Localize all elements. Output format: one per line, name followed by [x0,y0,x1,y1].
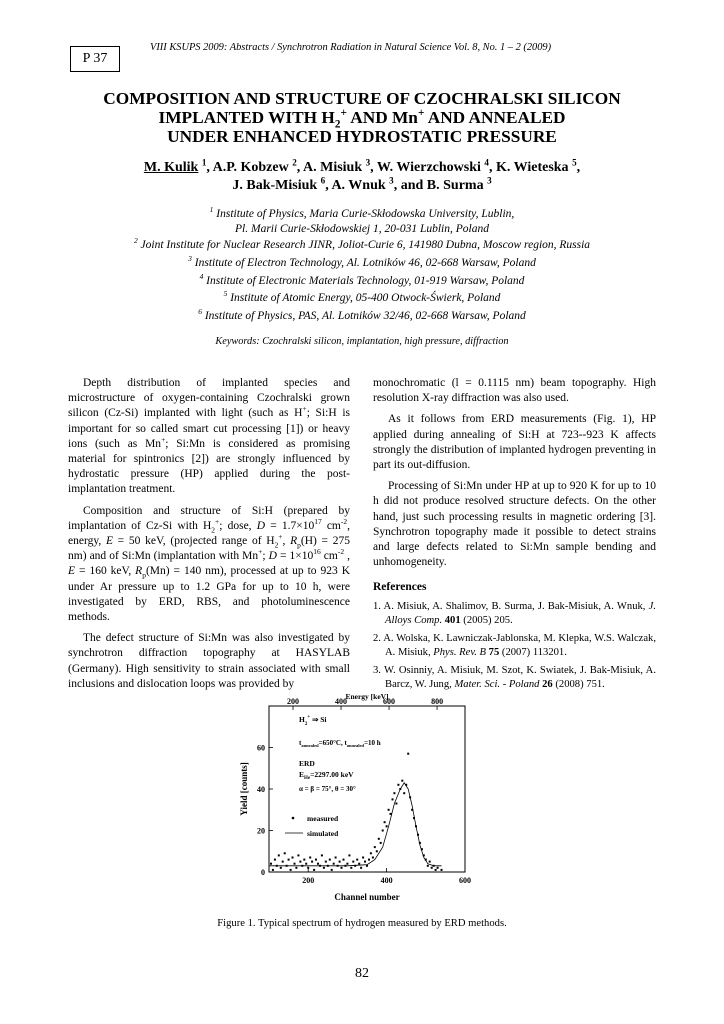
authors-line-2: J. Bak-Misiuk $^6$, A. Wnuk $^3$, and B. Surma $^3$ [232,175,492,193]
measured-point [407,753,409,755]
top-tick-label: 200 [287,697,300,706]
measured-point [311,861,313,863]
measured-point [401,780,403,782]
references-heading: References [373,581,427,594]
poster-label: P 37 [70,46,120,72]
measured-point [411,809,413,811]
measured-point [390,813,392,815]
affiliation-1a: $^1$ Institute of Physics, Maria Curie-Skłodowska University, Lublin, [209,205,515,220]
affiliation-3: $^3$ Institute of Electron Technology, Al. Lotników 46, 02-668 Warsaw, Poland [188,254,536,269]
page-number: 82 [355,966,369,981]
measured-point [327,865,329,867]
measured-point [431,867,433,869]
measured-point [280,867,282,869]
authors-line-1: M. Kulik $^1$, A.P. Kobzew $^2$, A. Misiuk $^3$, W. Wierzchowski $^4$, K. Wieteska $^5$, [143,157,581,175]
measured-point [386,825,388,827]
measured-point [435,869,437,871]
title-line-3: UNDER ENHANCED HYDROSTATIC PRESSURE [167,127,557,146]
measured-point [352,861,354,863]
measured-point [405,784,407,786]
measured-point [425,859,427,861]
x-axis-label: Channel number [334,892,400,902]
measured-point [395,803,397,805]
left-column [68,376,350,698]
measured-point [393,792,395,794]
x-tick-label: 200 [302,876,315,885]
top-tick-label: 600 [383,697,396,706]
measured-point [370,852,372,854]
annotation-angles: α = β = 75°, θ = 30° [299,785,356,793]
figure-caption: Figure 1. Typical spectrum of hydrogen measured by ERD methods. [217,918,507,929]
measured-point [380,842,382,844]
measured-point [315,859,317,861]
measured-point [288,859,290,861]
x-tick-label: 600 [459,876,471,885]
simulated-line [269,783,442,866]
measured-point [284,852,286,854]
affiliation-2: $^2$ Joint Institute for Nuclear Research JINR, Joliot-Curie 6, 141980 Dubna, Moscow region, Russia [133,236,591,251]
measured-point [343,859,345,861]
measured-point [276,865,278,867]
measured-point [415,825,417,827]
affiliation-6: $^6$ Institute of Physics, PAS, Al. Lotników 32/46, 02-668 Warsaw, Poland [198,307,526,322]
top-tick-label: 800 [431,697,444,706]
y-tick-label: 60 [257,743,265,753]
measured-point [429,861,431,863]
title-line-1: COMPOSITION AND STRUCTURE OF CZOCHRALSKI SILICON [103,89,621,108]
annotation-erd: ERD [299,759,315,768]
measured-point [374,846,376,848]
reference-3: 3. W. Osinniy, A. Misiuk, M. Szot, K. Swiatek, J. Bak-Misiuk, A. Barcz, W. Jung, Mater. Sci. - Poland 26 (2008) 751. [373,664,656,690]
running-header: VIII KSUPS 2009: Abstracts / Synchrotron Radiation in Natural Science Vol. 8, No. 1 – 2 (2009) [150,42,552,53]
measured-point [360,867,362,869]
measured-point [350,867,352,869]
measured-point [325,861,327,863]
legend-measured-label: measured [307,814,339,823]
measured-point [292,857,294,859]
y-tick-label: 40 [257,785,265,794]
measured-point [313,869,315,871]
reference-1: 1. A. Misiuk, A. Shalimov, B. Surma, J. Bak-Misiuk, A. Wnuk, J. Alloys Comp. 401 (2005) 205. [373,600,656,626]
measured-point [309,857,311,859]
measured-point [319,865,321,867]
measured-point [294,863,296,865]
top-axis-label: Energy [keV] [345,692,389,701]
reference-2: 2. A. Wolska, K. Lawniczak-Jablonska, M. Klepka, W.S. Walczak, A. Misiuk, Phys. Rev. B 75 (2007) 113201. [373,632,656,658]
x-tick-label: 400 [380,876,393,885]
measured-point [344,865,346,867]
measured-point [364,861,366,863]
measured-point [297,854,299,856]
measured-point [317,863,319,865]
measured-point [270,863,272,865]
measured-point [427,865,429,867]
measured-point [368,859,370,861]
legend-measured-marker [292,817,295,820]
annotation-anneal: $t_{annealed}=650^\circ C$, $t_{annealed}=10$ h [299,739,381,748]
measured-point [441,869,443,871]
measured-point [341,867,343,869]
measured-point [301,865,303,867]
paragraph-5: As it follows from ERD measurements (Fig. 1), HP applied during annealing of Si:H at 723--923 K affects strongly the distribution of implanted hydrogen preventing in part its out-diffusion. [373,413,656,472]
measured-point [274,859,276,861]
legend-simulated-label: simulated [307,829,339,838]
figure-1 [233,688,493,908]
affiliation-5: $^5$ Institute of Atomic Energy, 05-400 Otwock-Świerk, Poland [223,289,501,304]
measured-point [423,854,425,856]
measured-point [399,788,401,790]
paragraph-3: The defect structure of Si:Mn was also investigated by synchrotron diffraction topography at HASYLAB (Germany). High sensitivity to strain associated with small inclusions and dislocation loops was provided by [68,632,350,690]
measured-point [282,861,284,863]
paragraph-1: Depth distribution of implanted species and microstructure of oxygen-containing Czochralski grown silicon (Cz-Si) implanted with light (such as H+; Si:H is important for so called smart cut processing [1]) or heavy ions (such as Mn+; Si:Mn is considered as promising material for spintronics [2]) are strongly influenced by hydrostatic pressure (HP) applied during the post-implantation treatment. [68,377,350,496]
measured-point [337,865,339,867]
y-axis-label: Yield [counts] [239,762,249,816]
measured-point [362,857,364,859]
measured-point [329,859,331,861]
erd-spectrum-chart [233,688,493,908]
measured-point [305,863,307,865]
measured-point [333,863,335,865]
measured-point [384,821,386,823]
measured-point [397,784,399,786]
affiliation-1b: Pl. Marii Curie-Skłodowskiej 1, 20-031 Lublin, Poland [235,223,489,235]
top-tick-label: 400 [335,697,348,706]
y-tick-label: 20 [257,826,265,836]
measured-point [366,865,368,867]
keywords: Keywords: Czochralski silicon, implantation, high pressure, diffraction [215,336,509,347]
measured-point [286,865,288,867]
measured-point [348,854,350,856]
right-column [373,376,656,696]
measured-point [433,865,435,867]
measured-point [354,865,356,867]
measured-point [372,857,374,859]
title-line-2: IMPLANTED WITH $H_2^+$ AND Mn+ AND ANNEALED [158,107,566,131]
measured-point [392,798,394,800]
measured-point [272,869,274,871]
measured-point [403,792,405,794]
annotation-beam: $H_2^+$ ⇒ Si [299,715,327,727]
measured-point [278,854,280,856]
measured-point [331,869,333,871]
measured-point [339,861,341,863]
annotation-energy: $E_{He}=2297.00$ keV [299,770,354,781]
measured-point [303,859,305,861]
measured-point [323,867,325,869]
measured-point [421,848,423,850]
measured-point [437,867,439,869]
measured-point [321,854,323,856]
measured-series [270,753,443,871]
paragraph-6: Processing of Si:Mn under HP at up to 920 K for up to 10 h did not produce resolved structure defects. On the other hand, just such processing results in magnetic ordering [3]. Synchrotron topography made it possible to detect strains and large defects related to Si:Mn sample bending and unhomogeneity. [373,480,656,569]
measured-point [307,867,309,869]
measured-point [413,817,415,819]
measured-point [299,861,301,863]
measured-point [295,867,297,869]
measured-point [376,850,378,852]
measured-point [335,857,337,859]
paragraph-2: Composition and structure of Si:H (prepared by implantation of Cz-Si with $H_2^+$; dose, $D = 1.7\times 10^{17}$ $cm^{-2}$, energy, E = 50 keV, (projected range of $H_2^+$, $R_p(H) = 275$ nm) and of Si:Mn (implantation with Mn+; $D = 1\times 10^{16}$ $cm^{-2}$ , E = 160 keV, $R_p(Mn) = 140$ nm), processed at up to 923 K under Ar pressure up to 1.2 GPa for up to 10 h, were investigated by ERD, RBS, and photoluminescence methods. [68,504,351,624]
measured-point [409,796,411,798]
measured-point [419,842,421,844]
chart-annotations [285,715,381,838]
measured-point [378,838,380,840]
paragraph-4: monochromatic (l = 0.1115 nm) beam topography. High resolution X-ray diffraction was also used. [373,377,656,405]
measured-point [346,863,348,865]
affiliation-4: $^4$ Institute of Electronic Materials Technology, 01-919 Warsaw, Poland [199,272,525,287]
measured-point [290,869,292,871]
y-tick-label: 0 [261,868,265,877]
measured-point [358,863,360,865]
measured-point [382,830,384,832]
measured-point [356,859,358,861]
measured-point [388,809,390,811]
measured-point [417,834,419,836]
simulated-series [269,783,442,866]
